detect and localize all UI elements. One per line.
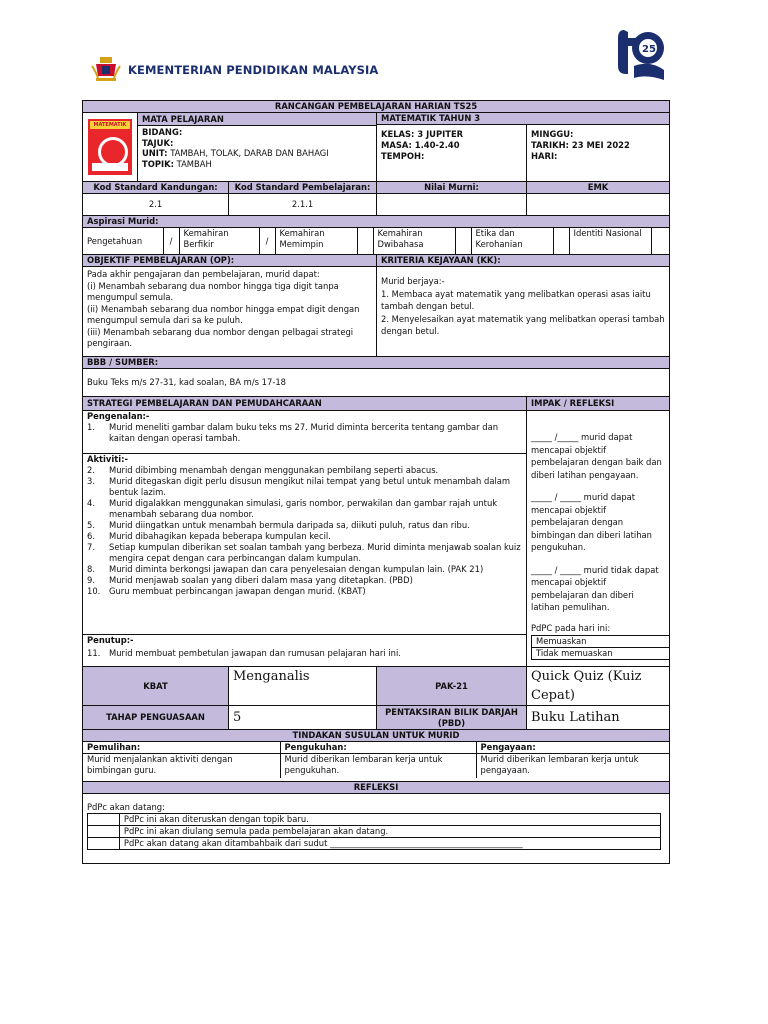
aktiviti-item (87, 542, 522, 564)
nilai-murni-header: Nilai Murni: (377, 182, 527, 194)
aktiviti-item-number: 5. (87, 520, 95, 530)
lesson-plan-form (82, 100, 669, 864)
aktiviti-item-text: Murid menjawab soalan yang diberi dalam masa yang ditetapkan. (PBD) (109, 575, 413, 585)
impak-content (527, 411, 670, 667)
tempoh-field: TEMPOH: (381, 151, 425, 162)
topik-label: TOPIK: (142, 158, 174, 169)
ksp-value: 2.1.1 (229, 194, 377, 216)
tahap-value[interactable]: 5 (229, 706, 377, 730)
pengenalan-item-text: Murid meneliti gambar dalam buku teks ms 27. Murid diminta bercerita tentang gambar dan kaitan dengan operasi tambah. (109, 422, 499, 443)
hari-field: HARI: (531, 151, 558, 162)
aspirasi-memimpin: Kemahiran Memimpin (275, 228, 357, 254)
aspirasi-tick-2[interactable]: / (259, 228, 275, 254)
refleksi-option-3: PdPc akan datang akan ditambahbaik dari sudut ______________________________________________ (119, 838, 660, 850)
aktiviti-list (87, 465, 522, 597)
refleksi-checkbox-2[interactable] (88, 826, 120, 838)
ksk-value: 2.1 (83, 194, 229, 216)
subject-info-cell (83, 113, 377, 182)
pengenalan-list (87, 422, 522, 444)
op-line: (iii) Menambah sebarang dua nombor dengan pelbagai strategi pengiraan. (87, 326, 354, 348)
pengenalan-item-number: 1. (87, 422, 95, 432)
pengayaan-label: Pengayaan: (476, 742, 670, 754)
ministry-crest-icon (90, 54, 122, 84)
ministry-title: KEMENTERIAN PENDIDIKAN MALAYSIA (128, 63, 379, 77)
tahap-label: TAHAP PENGUASAAN (83, 706, 229, 730)
pengukuhan-label: Pengukuhan: (280, 742, 476, 754)
ts25-logo-icon (616, 26, 666, 84)
refleksi-label: REFLEKSI (83, 782, 670, 794)
op-label: OBJEKTIF PEMBELAJARAN (OP): (83, 255, 377, 267)
penutup-label: Penutup:- (87, 635, 134, 645)
aktiviti-item-number: 4. (87, 498, 95, 508)
aspirasi-row (83, 228, 670, 255)
pbd-label: PENTAKSIRAN BILIK DARJAH (PBD) (377, 706, 527, 730)
penutup-list (87, 648, 522, 659)
op-line: (ii) Menambah sebarang dua nombor hingga empat digit dengan mengumpul semula dari sa ke puluh. (87, 303, 360, 325)
aktiviti-item-number: 7. (87, 542, 95, 552)
pemulihan-value: Murid menjalankan aktiviti dengan bimbingan guru. (83, 754, 280, 778)
unit-value: TAMBAH, TOLAK, DARAB DAN BAHAGI (167, 148, 329, 158)
tarikh-field: TARIKH: 23 MEI 2022 (531, 140, 630, 151)
memuaskan-option: Memuaskan (532, 636, 670, 648)
pdpc-hari-ini-label: PdPC pada hari ini: (531, 622, 611, 633)
bidang-label: BIDANG: (142, 127, 183, 137)
aktiviti-item-text: Murid diingatkan untuk menambah bermula daripada sa, diikuti puluh, ratus dan ribu. (109, 520, 470, 530)
pbd-value[interactable]: Buku Latihan (527, 706, 670, 730)
pengenalan-item (87, 422, 522, 444)
op-content (83, 267, 377, 357)
aspirasi-tick-6[interactable] (651, 228, 670, 254)
mata-pelajaran-value: MATEMATIK TAHUN 3 (377, 113, 670, 125)
kk-content (377, 267, 670, 357)
pak21-label: PAK-21 (377, 667, 527, 706)
pak21-value[interactable]: Quick Quiz (Kuiz Cepat) (527, 667, 670, 706)
aktiviti-item-number: 9. (87, 575, 95, 585)
kbat-value[interactable]: Menganalis (229, 667, 377, 706)
tindakan-row (83, 742, 670, 782)
ts25-logo-number: 25 (642, 44, 656, 55)
kk-line: Murid berjaya:- (381, 276, 445, 286)
impak-line-2: _____ / _____ murid dapat mencapai objektif pembelajaran dengan bimbingan dan diberi latihan pengukuhan. (531, 492, 652, 552)
aktiviti-item-number: 8. (87, 564, 95, 574)
bbb-value: Buku Teks m/s 27-31, kad soalan, BA m/s 17-18 (83, 369, 670, 397)
tajuk-label: TAJUK: (142, 137, 174, 148)
refleksi-option-1: PdPc ini akan diteruskan dengan topik baru. (119, 814, 660, 826)
bbb-label: BBB / SUMBER: (83, 357, 670, 369)
aktiviti-item (87, 564, 522, 575)
kk-line: 1. Membaca ayat matematik yang melibatkan operasi asas iaitu tambah dengan betul. (381, 288, 651, 311)
aspirasi-identiti: Identiti Nasional (569, 228, 651, 254)
aspirasi-label: Aspirasi Murid: (83, 216, 670, 228)
op-line: (i) Menambah sebarang dua nombor hingga tiga digit tanpa mengumpul semula. (87, 280, 339, 302)
aspirasi-dwibahasa: Kemahiran Dwibahasa (373, 228, 455, 254)
aktiviti-item (87, 498, 522, 520)
masa-field: MASA: 1.40-2.40 (381, 140, 460, 151)
aktiviti-item-text: Murid dibahagikan kepada beberapa kumpulan kecil. (109, 531, 331, 541)
aktiviti-item-number: 10. (87, 586, 101, 596)
form-title: RANCANGAN PEMBELAJARAN HARIAN TS25 (83, 101, 670, 113)
pengenalan-label: Pengenalan:- (87, 411, 150, 421)
kk-label: KRITERIA KEJAYAAN (KK): (377, 255, 670, 267)
class-info-cell (377, 125, 527, 182)
aktiviti-item-number: 2. (87, 465, 95, 475)
lesson-plan-table (82, 100, 670, 864)
aktiviti-item (87, 476, 522, 498)
ksp-header: Kod Standard Pembelajaran: (229, 182, 377, 194)
aktiviti-item-text: Murid dibimbing menambah dengan menggunakan pembilang seperti abacus. (109, 465, 439, 475)
nilai-murni-value (377, 194, 527, 216)
aktiviti-item (87, 520, 522, 531)
aspirasi-tick-1[interactable]: / (163, 228, 179, 254)
emk-value (527, 194, 670, 216)
kbat-label: KBAT (83, 667, 229, 706)
impak-label: IMPAK / REFLEKSI (527, 397, 670, 411)
pdpc-rating-table (531, 635, 670, 660)
minggu-field: MINGGU: (531, 129, 574, 140)
penutup-item (87, 648, 522, 659)
aspirasi-tick-4[interactable] (455, 228, 471, 254)
date-info-cell (527, 125, 670, 182)
aktiviti-item-text: Murid diminta berkongsi jawapan dan cara penyelesaian dengan kumpulan lain. (PAK 21) (109, 564, 484, 574)
penutup-item-number: 11. (87, 648, 101, 658)
emk-header: EMK (527, 182, 670, 194)
pengukuhan-value: Murid diberikan lembaran kerja untuk pengukuhan. (280, 754, 476, 778)
strategi-label: STRATEGI PEMBELAJARAN DAN PEMUDAHCARAAN (83, 397, 527, 411)
aktiviti-label: Aktiviti:- (87, 454, 128, 464)
kelas-field: KELAS: 3 JUPITER (381, 129, 464, 140)
pdpc-akan-datang-label: PdPc akan datang: (87, 802, 165, 812)
ksk-header: Kod Standard Kandungan: (83, 182, 229, 194)
op-line: Pada akhir pengajaran dan pembelajaran, murid dapat: (87, 269, 320, 279)
impak-line-1: _____ /_____ murid dapat mencapai objektif pembelajaran dengan baik dan diberi latihan pengayaan. (531, 432, 662, 480)
topik-value: TAMBAH (173, 158, 212, 169)
aktiviti-item (87, 586, 522, 597)
refleksi-content (83, 794, 670, 864)
tidak-memuaskan-option: Tidak memuaskan (532, 648, 670, 660)
aktiviti-item-text: Setiap kumpulan diberikan set soalan tambah yang berbeza. Murid diminta menjawab soalan kuiz mengira cepat dengan cara perbincangan dalam kumpulan. (109, 542, 521, 563)
aktiviti-item (87, 575, 522, 586)
aktiviti-item (87, 531, 522, 542)
impak-line-3: _____ / _____ murid tidak dapat mencapai objektif pembelajaran dan diberi latihan pemulihan. (531, 564, 659, 612)
aspirasi-berfikir: Kemahiran Berfikir (179, 228, 259, 254)
kk-line: 2. Menyelesaikan ayat matematik yang melibatkan operasi tambah dengan betul. (381, 313, 665, 336)
refleksi-option-2: PdPc ini akan diulang semula pada pembelajaran akan datang. (119, 826, 660, 838)
aktiviti-item (87, 465, 522, 476)
tindakan-label: TINDAKAN SUSULAN UNTUK MURID (83, 730, 670, 742)
aspirasi-tick-3[interactable] (357, 228, 373, 254)
aktiviti-item-text: Murid ditegaskan digit perlu disusun mengikut nilai tempat yang betul untuk menambah dalam bentuk lazim. (109, 476, 511, 497)
aktiviti-item-text: Murid digalakkan menggunakan simulasi, garis nombor, perwakilan dan gambar rajah untuk menambah sebarang dua nombor. (109, 498, 498, 519)
mata-pelajaran-label: MATA PELAJARAN (138, 113, 376, 126)
pengayaan-value: Murid diberikan lembaran kerja untuk pengayaan. (480, 754, 639, 775)
aktiviti-item-number: 6. (87, 531, 95, 541)
aktiviti-item-text: Guru membuat perbincangan jawapan dengan murid. (KBAT) (109, 586, 366, 596)
refleksi-options-table (87, 813, 661, 850)
penutup-item-text: Murid membuat pembetulan jawapan dan rumusan pelajaran hari ini. (109, 648, 401, 658)
unit-label: UNIT: (142, 148, 168, 158)
aspirasi-etika: Etika dan Kerohanian (471, 228, 553, 254)
aspirasi-tick-5[interactable] (553, 228, 569, 254)
aspirasi-pengetahuan: Pengetahuan (83, 228, 163, 254)
refleksi-checkbox-3[interactable] (88, 838, 120, 850)
pemulihan-label: Pemulihan: (83, 742, 280, 754)
aktiviti-item-number: 3. (87, 476, 95, 486)
strategi-content (83, 411, 527, 667)
textbook-cover-image (88, 119, 132, 175)
refleksi-checkbox-1[interactable] (88, 814, 120, 826)
textbook-cover-title: MATEMATIK (90, 121, 130, 129)
